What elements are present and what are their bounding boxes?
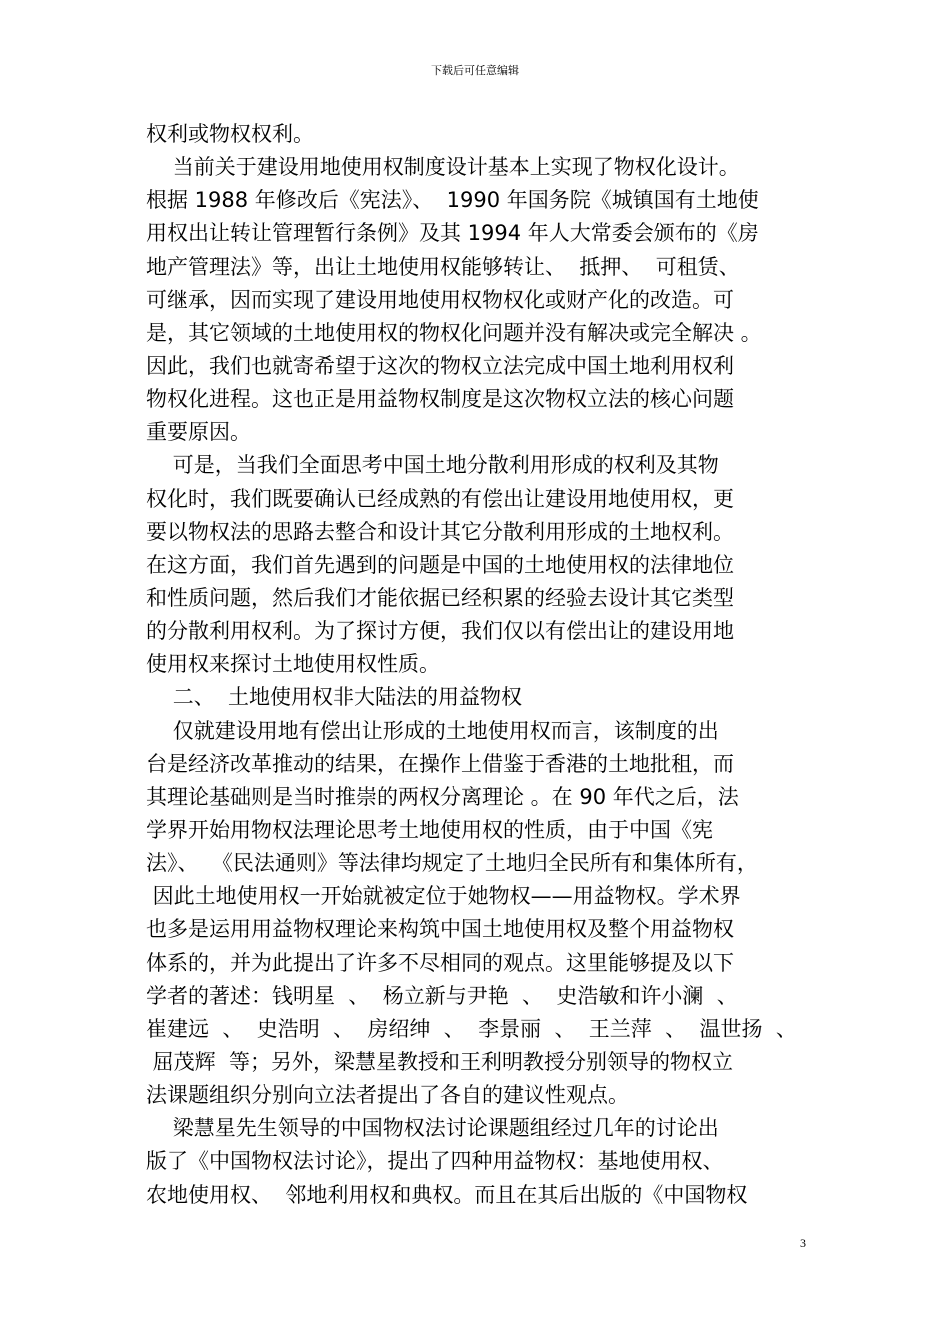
text-line: 根据 1988 年修改后《宪法》、 1990 年国务院《城镇国有土地使 (146, 188, 759, 213)
text-line: 版了《中国物权法讨论》，提出了四种用益物权：基地使用权、 (146, 1149, 724, 1174)
text-line: 和性质问题，然后我们才能依据已经积累的经验去设计其它类型 (146, 585, 734, 610)
text-line: 体系的，并为此提出了许多不尽相同的观点。这里能够提及以下 (146, 950, 734, 975)
text-line: 因此，我们也就寄希望于这次的物权立法完成中国土地利用权利 (146, 353, 734, 378)
page-number: 3 (800, 1236, 806, 1250)
text-line: 重要原因。 (146, 420, 251, 445)
text-line: 学者的著述：钱明星 、 杨立新与尹艳 、 史浩敏和许小澜 、 (146, 983, 738, 1008)
text-line: 可是，当我们全面思考中国土地分散利用形成的权利及其物 (146, 453, 719, 478)
text-line: 在这方面，我们首先遇到的问题是中国的土地使用权的法律地位 (146, 552, 734, 577)
text-line: 屈茂辉 等；另外，梁慧星教授和王利明教授分别领导的物权立 (146, 1049, 734, 1074)
text-line: 崔建远 、 史浩明 、 房绍绅 、 李景丽 、 王兰萍 、 温世扬 、 (146, 1016, 797, 1041)
text-line: 也多是运用用益物权理论来构筑中国土地使用权及整个用益物权 (146, 917, 734, 942)
text-line: 权利或物权权利。 (146, 122, 314, 146)
text-line: 其理论基础则是当时推崇的两权分离理论 。在 90 年代之后，法 (146, 784, 739, 809)
text-line: 法》、 《民法通则》等法律均规定了土地归全民所有和集体所有， (146, 851, 758, 876)
text-line: 梁慧星先生领导的中国物权法讨论课题组经过几年的讨论出 (146, 1116, 719, 1141)
text-line: 权化时，我们既要确认已经成熟的有偿出让建设用地使用权，更 (146, 486, 734, 511)
text-line: 农地使用权、 邻地利用权和典权。而且在其后出版的《中国物权 (146, 1182, 748, 1207)
text-line: 因此土地使用权一开始就被定位于她物权——用益物权。学术界 (146, 884, 741, 909)
section-heading: 二、 土地使用权非大陆法的用益物权 (146, 685, 523, 710)
text-line: 地产管理法》等，出让土地使用权能够转让、 抵押、 可租赁、 (146, 254, 740, 279)
text-line: 物权化进程。这也正是用益物权制度是这次物权立法的核心问题 (146, 387, 734, 412)
page-header: 下载后可任意编辑 (431, 64, 519, 77)
text-line: 当前关于建设用地使用权制度设计基本上实现了物权化设计。 (146, 155, 740, 180)
text-line: 要以物权法的思路去整合和设计其它分散利用形成的土地权利。 (146, 519, 734, 544)
text-line: 学界开始用物权法理论思考土地使用权的性质，由于中国《宪 (146, 817, 713, 842)
document-body (146, 118, 812, 1212)
text-line: 用权出让转让管理暂行条例》及其 1994 年人大常委会颁布的《房 (146, 221, 759, 246)
text-line: 的分散利用权利。为了探讨方便，我们仅以有偿出让的建设用地 (146, 619, 734, 644)
text-line: 使用权来探讨土地使用权性质。 (146, 652, 440, 677)
text-line: 台是经济改革推动的结果，在操作上借鉴于香港的土地批租，而 (146, 751, 734, 776)
text-line: 仅就建设用地有偿出让形成的土地使用权而言，该制度的出 (146, 718, 719, 743)
text-line: 可继承，因而实现了建设用地使用权物权化或财产化的改造。可 (146, 287, 734, 312)
text-line: 法课题组织分别向立法者提出了各自的建议性观点。 (146, 1083, 629, 1108)
text-line: 是，其它领域的土地使用权的物权化问题并没有解决或完全解决 。 (146, 320, 762, 345)
